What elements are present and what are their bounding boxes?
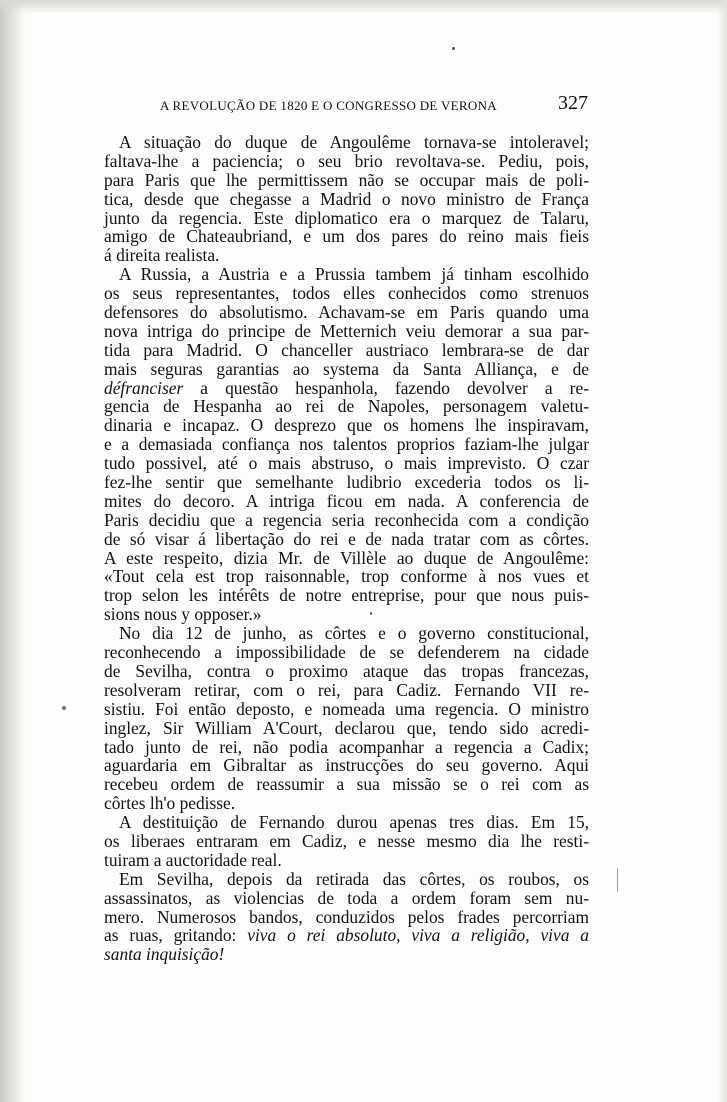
text-line: para Paris que lhe permittissem não se occupar mais de poli-	[104, 169, 589, 190]
text-line: mero. Numerosos bandos, conduzidos pelos frades percorriam	[104, 906, 589, 927]
text-line: as ruas, gritando: viva o rei absoluto, viva a religião, viva a	[104, 925, 589, 946]
scan-shadow-left	[0, 0, 26, 1102]
text-line: trop selon les intérêts de notre entreprise, pour que nous puis-	[104, 585, 589, 606]
text-line: tica, desde que chegasse a Madrid o novo ministro de França	[104, 188, 589, 209]
margin-mark	[617, 868, 618, 892]
text-line: recebeu ordem de reassumir a sua missão se o rei com as	[104, 774, 589, 795]
text-line: aguardaria em Gibraltar as instrucções do seu governo. Aqui	[104, 755, 589, 776]
text-line: gencia de Hespanha ao rei de Napoles, personagem valetu-	[104, 396, 589, 417]
text-line: á direita realista.	[104, 245, 220, 266]
text-line: Paris decidiu que a regencia seria reconhecida com a condição	[104, 509, 589, 530]
text-line: e a demasiada confiança nos talentos proprios faziam-lhe julgar	[104, 434, 589, 455]
text-line: de Sevilha, contra o proximo ataque das tropas francezas,	[104, 660, 589, 681]
text-line: A este respeito, dizia Mr. de Villèle ao duque de Angoulême:	[104, 547, 589, 568]
text-line: fez-lhe sentir que semelhante ludibrio excederia todos os li-	[104, 472, 589, 493]
running-title: A REVOLUÇÃO DE 1820 E O CONGRESSO DE VERONA	[160, 98, 497, 113]
text-line: tida para Madrid. O chanceller austriaco lembrara-se de dar	[104, 339, 589, 360]
text-line: os seus representantes, todos elles conhecidos como strenuos	[104, 283, 589, 304]
scan-shadow-right	[717, 0, 727, 1102]
body-text	[104, 133, 589, 964]
text-line: mites do decoro. A intriga ficou em nada. A conferencia de	[104, 490, 589, 511]
text-line: santa inquisição!	[104, 944, 225, 965]
text-line: «Tout cela est trop raisonnable, trop conforme à nos vues et	[104, 566, 589, 587]
text-line: A situação do duque de Angoulême tornava-se intoleravel;	[119, 132, 589, 152]
text-line: Em Sevilha, depois da retirada das côrtes, os roubos, os	[119, 868, 589, 889]
text-line: No dia 12 de junho, as côrtes e o governo constitucional,	[119, 623, 589, 644]
text-line: reconhecendo a impossibilidade de se defenderem na cidade	[104, 642, 589, 663]
running-header	[160, 92, 588, 120]
text-line: assassinatos, as violencias de toda a ordem foram sem nu-	[104, 887, 589, 908]
text-line: inglez, Sir William A'Court, declarou que, tendo sido acredi-	[104, 717, 589, 738]
page-number: 327	[558, 92, 588, 114]
text-line: resolveram retirar, com o rei, para Cadiz. Fernando VII re-	[104, 679, 589, 700]
text-line: dinaria e incapaz. O desprezo que os homens lhe inspiravam,	[104, 415, 589, 436]
text-line: côrtes lh'o pedisse.	[104, 793, 236, 814]
text-line: sistiu. Foi então deposto, e nomeada uma regencia. O ministro	[104, 698, 589, 719]
text-line: A destituição de Fernando durou apenas tres dias. Em 15,	[119, 812, 589, 833]
text-line: tado junto de rei, não podia acompanhar a regencia a Cadix;	[104, 736, 589, 757]
text-line: junto da regencia. Este diplomatico era o marquez de Talaru,	[104, 207, 589, 228]
text-line: amigo de Chateaubriand, e um dos pares do reino mais fieis	[104, 226, 589, 247]
scan-speck	[452, 47, 455, 50]
text-line: A Russia, a Austria e a Prussia tambem já tinham escolhido	[119, 264, 589, 285]
text-line: os liberaes entraram em Cadiz, e nesse mesmo dia lhe resti-	[104, 830, 589, 851]
text-line: de só visar á libertação do rei e de nada tratar com as côrtes.	[104, 528, 589, 549]
text-line: tuiram a auctoridade real.	[104, 849, 282, 870]
text-line: nova intriga do principe de Metternich veiu demorar a sua par-	[104, 320, 589, 341]
scan-speck	[62, 706, 66, 710]
text-line: faltava-lhe a paciencia; o seu brio revoltava-se. Pediu, pois,	[104, 150, 589, 171]
text-line: tudo possivel, até o mais abstruso, o mais imprevisto. O czar	[104, 453, 589, 474]
text-line: défranciser a questão hespanhola, fazendo devolver a re-	[104, 377, 589, 398]
text-line: sions nous y opposer.»	[104, 604, 262, 625]
scan-shadow-top	[0, 0, 727, 14]
text-line: mais seguras garantias ao systema da Santa Alliança, e de	[104, 358, 589, 379]
text-line: defensores do absolutismo. Achavam-se em Paris quando uma	[104, 302, 589, 323]
